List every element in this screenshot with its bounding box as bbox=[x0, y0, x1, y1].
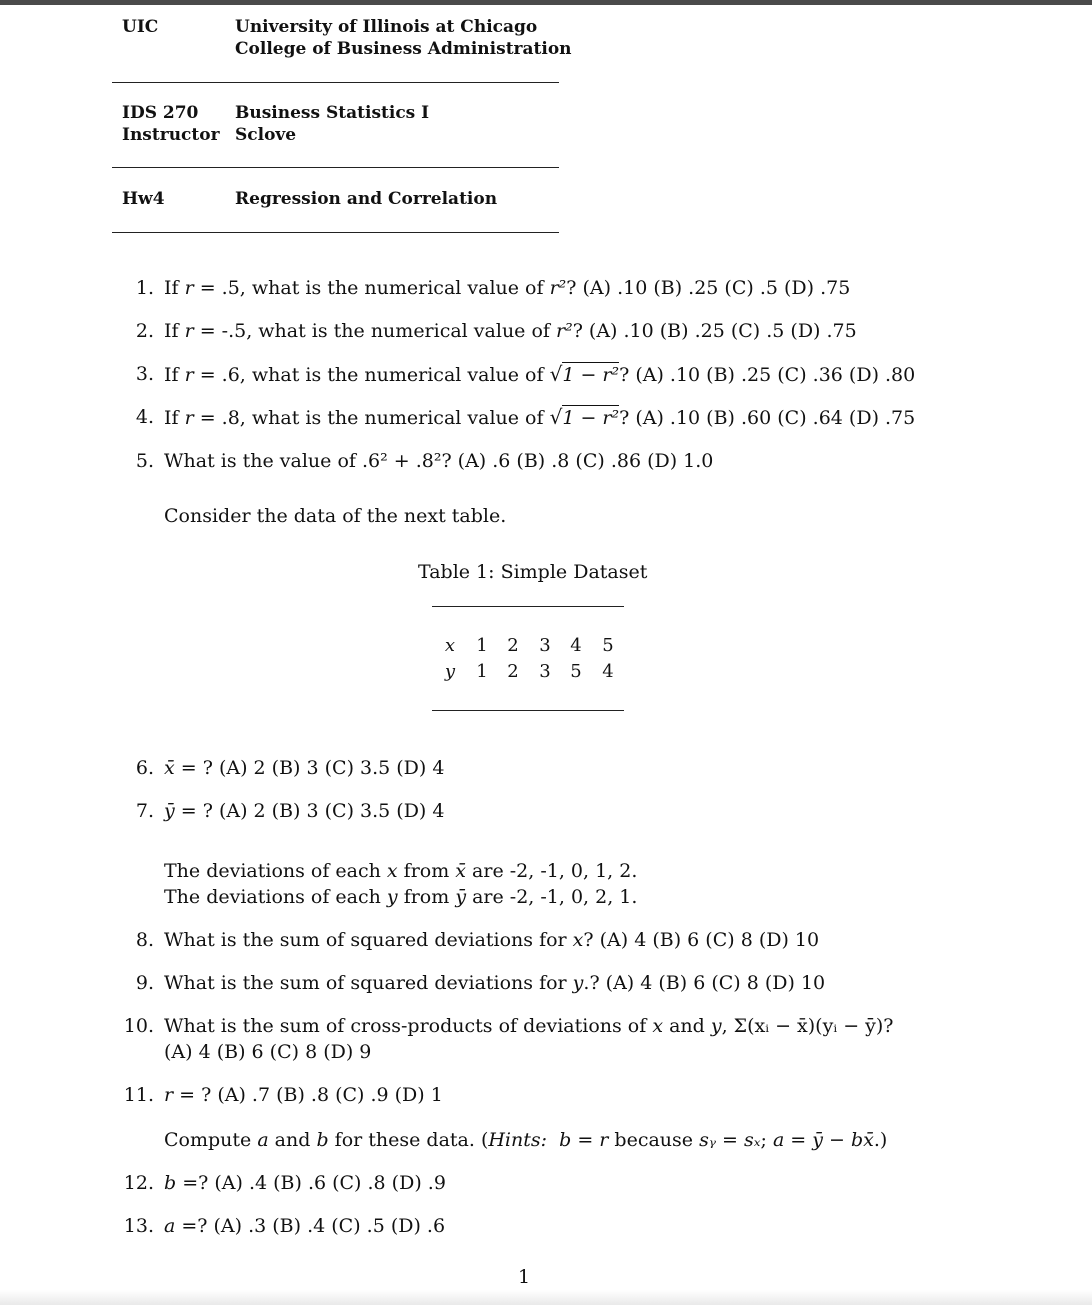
deviations-x: The deviations of each x from x̄ are -2, -1, 0, 1, 2. bbox=[164, 860, 638, 882]
sqrt-symbol: √1 − r² bbox=[549, 405, 620, 429]
page-bottom-shadow bbox=[0, 1290, 1092, 1305]
header-rule-1 bbox=[112, 82, 559, 83]
viewer-top-bar bbox=[0, 0, 1092, 5]
compute-text: Compute a and b for these data. (Hints: b = r because sᵧ = sₓ; a = ȳ − bx̄.) bbox=[164, 1129, 888, 1151]
header-rule-2 bbox=[112, 167, 559, 168]
question-10-choices: (A) 4 (B) 6 (C) 8 (D) 9 bbox=[164, 1041, 372, 1063]
consider-text: Consider the data of the next table. bbox=[164, 505, 507, 527]
instructor-name: Sclove bbox=[235, 125, 297, 145]
hw-title: Regression and Correlation bbox=[235, 189, 498, 209]
table-top-rule bbox=[432, 606, 624, 607]
page-number: 1 bbox=[518, 1266, 531, 1288]
course-name: Business Statistics I bbox=[235, 103, 430, 123]
school-name: University of Illinois at Chicago bbox=[235, 17, 538, 37]
table-caption: Table 1: Simple Dataset bbox=[418, 561, 648, 583]
college-name: College of Business Administration bbox=[235, 39, 572, 59]
instructor-label: Instructor bbox=[122, 125, 220, 145]
table-bottom-rule bbox=[432, 710, 624, 711]
header-rule-3 bbox=[112, 232, 559, 233]
sqrt-symbol: √1 − r² bbox=[549, 362, 620, 386]
course-code: IDS 270 bbox=[122, 103, 199, 123]
school-abbr: UIC bbox=[122, 17, 159, 37]
deviations-y: The deviations of each y from ȳ are -2, -1, 0, 2, 1. bbox=[164, 886, 638, 908]
hw-label: Hw4 bbox=[122, 189, 165, 209]
